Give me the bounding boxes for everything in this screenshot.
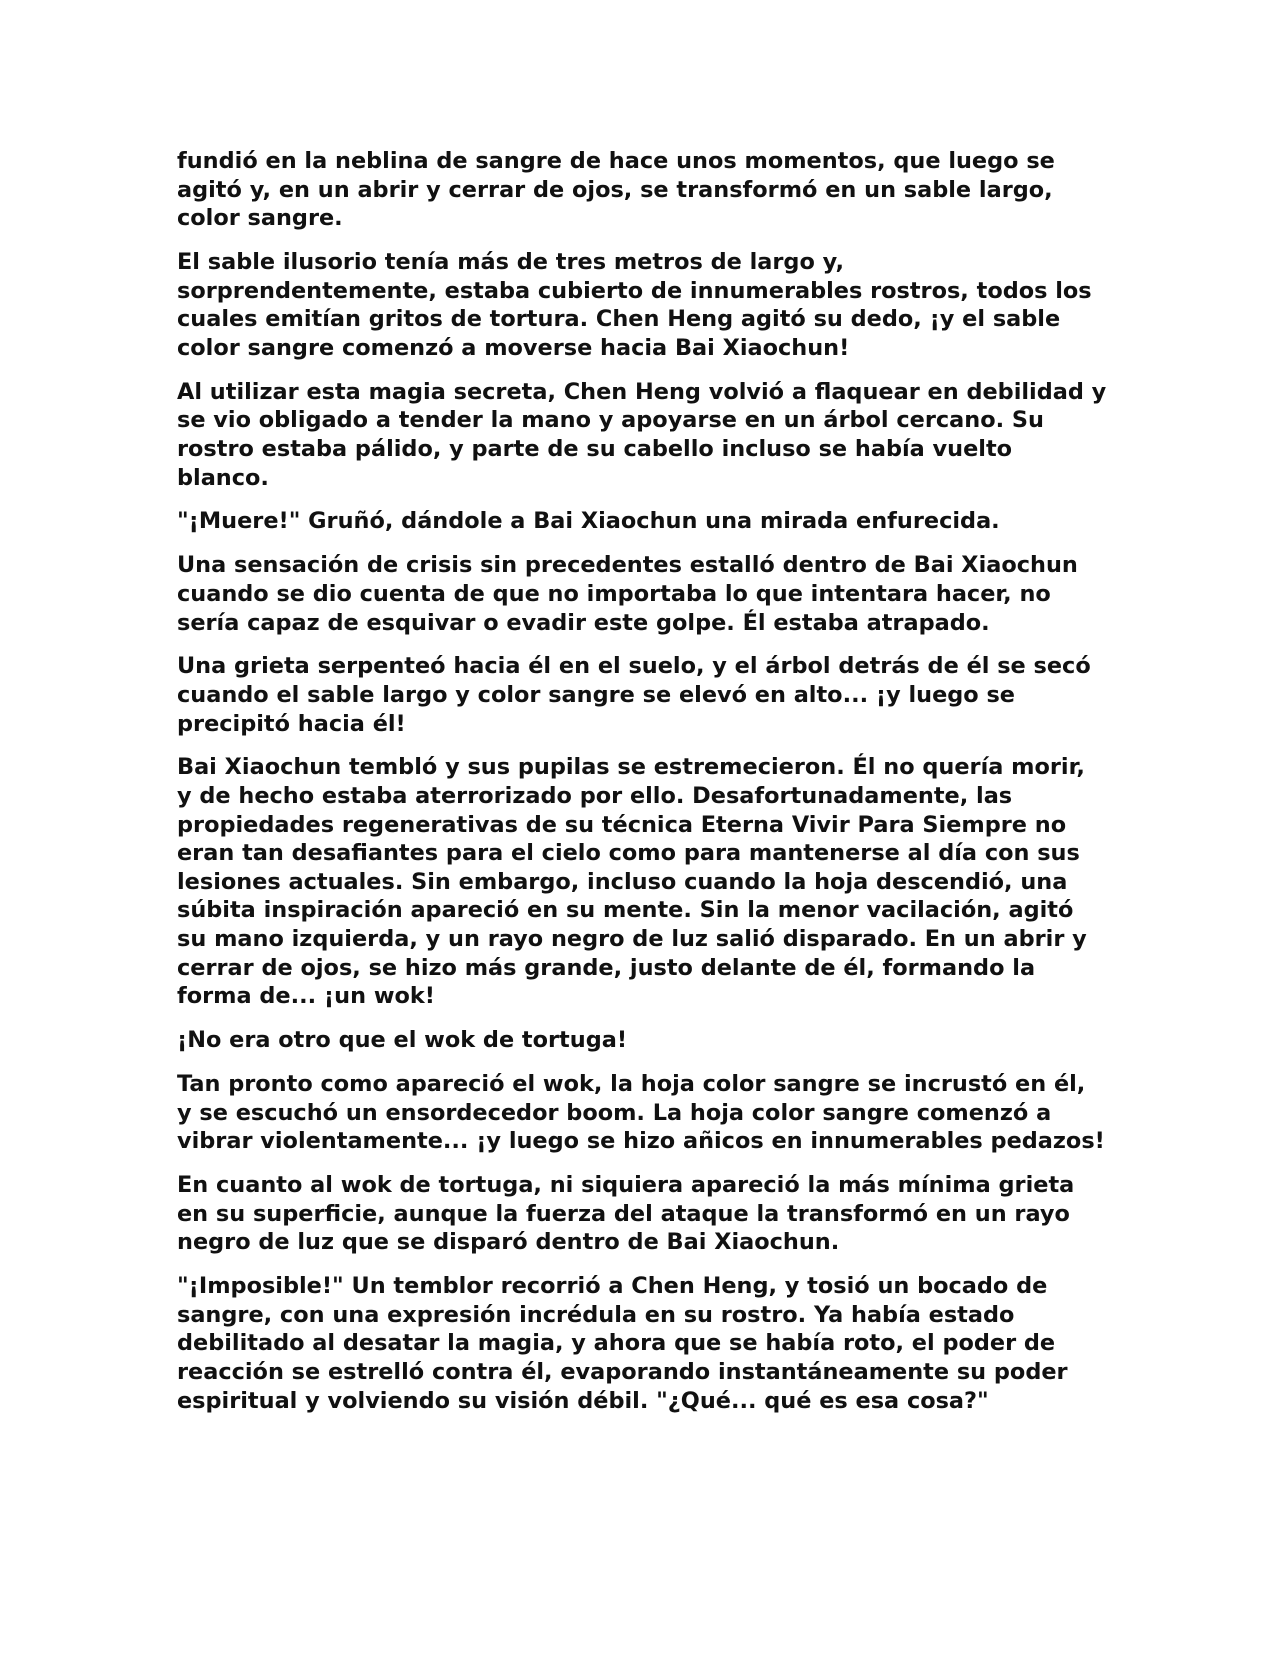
paragraph: "¡Muere!" Gruñó, dándole a Bai Xiaochun una mirada enfurecida. [177,508,1000,535]
paragraph: Bai Xiaochun tembló y sus pupilas se estremecieron. Él no quería morir, y de hecho estaba aterrorizado por ello. Desafortunadamente, las propiedades regenerativas de su técnica Eterna Vivir Para Siempre no eran tan desafiantes para el cielo como para mantenerse al día con sus lesiones actuales. Sin embargo, incluso cuando la hoja descendió, una súbita inspiración apareció en su mente. Sin la menor vacilación, agitó su mano izquierda, y un rayo negro de luz salió disparado. En un abrir y cerrar de ojos, se hizo más grande, justo delante de él, formando la forma de... ¡un wok! [177,754,1087,1010]
document-body [177,147,1107,1430]
paragraph: "¡Imposible!" Un temblor recorrió a Chen Heng, y tosió un bocado de sangre, con una expresión incrédula en su rostro. Ya había estado debilitado al desatar la magia, y ahora que se había roto, el poder de reacción se estrelló contra él, evaporando instantáneamente su poder espiritual y volviendo su visión débil. "¿Qué... qué es esa cosa?" [177,1273,1068,1414]
paragraph: El sable ilusorio tenía más de tres metros de largo y, sorprendentemente, estaba cubierto de innumerables rostros, todos los cuales emitían gritos de tortura. Chen Heng agitó su dedo, ¡y el sable color sangre comenzó a moverse hacia Bai Xiaochun! [177,249,1092,361]
paragraph: Tan pronto como apareció el wok, la hoja color sangre se incrustó en él, y se escuchó un ensordecedor boom. La hoja color sangre comenzó a vibrar violentamente... ¡y luego se hizo añicos en innumerables pedazos! [177,1071,1105,1155]
paragraph: Una grieta serpenteó hacia él en el suelo, y el árbol detrás de él se secó cuando el sable largo y color sangre se elevó en alto... ¡y luego se precipitó hacia él! [177,653,1091,737]
paragraph: fundió en la neblina de sangre de hace unos momentos, que luego se agitó y, en un abrir y cerrar de ojos, se transformó en un sable largo, color sangre. [177,148,1055,232]
paragraph: En cuanto al wok de tortuga, ni siquiera apareció la más mínima grieta en su superficie, aunque la fuerza del ataque la transformó en un rayo negro de luz que se disparó dentro de Bai Xiaochun. [177,1172,1075,1256]
paragraph: Al utilizar esta magia secreta, Chen Heng volvió a flaquear en debilidad y se vio obligado a tender la mano y apoyarse en un árbol cercano. Su rostro estaba pálido, y parte de su cabello incluso se había vuelto blanco. [177,378,1107,491]
paragraph: Una sensación de crisis sin precedentes estalló dentro de Bai Xiaochun cuando se dio cuenta de que no importaba lo que intentara hacer, no sería capaz de esquivar o evadir este golpe. Él estaba atrapado. [177,552,1078,636]
paragraph: ¡No era otro que el wok de tortuga! [177,1027,628,1054]
